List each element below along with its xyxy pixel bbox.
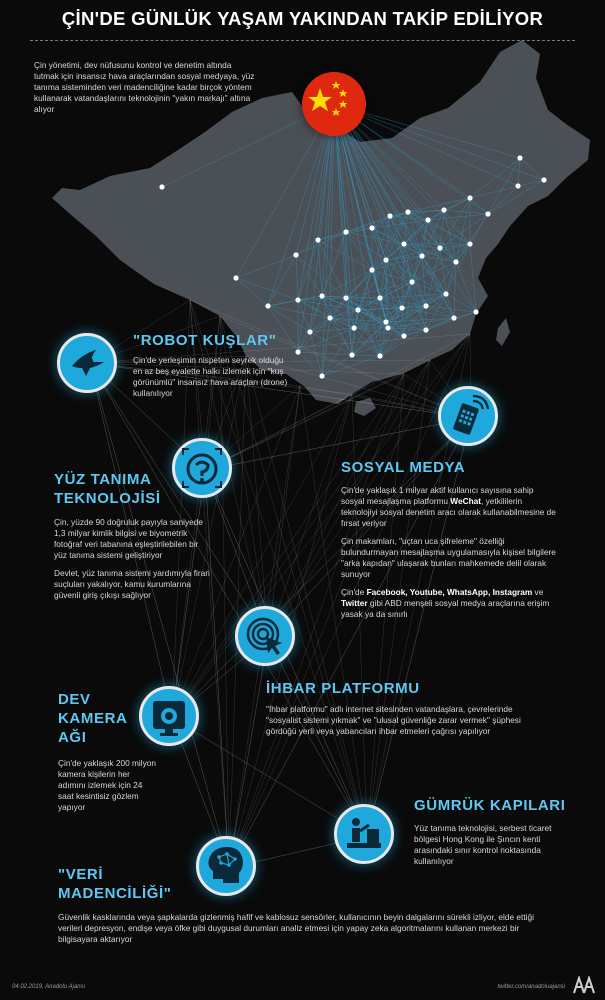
web-line [268, 386, 300, 638]
city-dot [307, 329, 312, 334]
city-dot [467, 195, 472, 200]
city-dot [405, 209, 410, 214]
robot-birds-badge [57, 333, 117, 393]
city-dot [401, 241, 406, 246]
city-dot [385, 325, 390, 330]
city-dot [377, 353, 382, 358]
brain-head-icon [199, 839, 253, 893]
border-gate-icon [337, 807, 391, 861]
city-dot [401, 333, 406, 338]
city-dot [441, 207, 446, 212]
web-line [268, 394, 352, 638]
customs-gates-badge [334, 804, 394, 864]
page-title: ÇİN'DE GÜNLÜK YAŞAM YAKINDAN TAKİP EDİLİYOR [61, 8, 544, 29]
city-dot [343, 295, 348, 300]
social-media-heading: SOSYAL MEDYA [341, 459, 466, 476]
footer-site: twitter.com/anadoluajansi [497, 984, 565, 990]
data-mining-text: Güvenlik kasklarında veya şapkalarda gizlenmiş hafif ve kablosuz sensörler, kullanıcının beyin dalgalarını sürekli izliyor, elde ettiği verileri depresyon, endişe veya öfke gibi duygusal durumları analiz etmesi için yapay zeka algoritmalarını kullanan merkezi bir bilgisayara aktarıyor [58, 912, 534, 944]
robot-birds-text: Çin'de yerleşimin nispeten seyrek olduğu en az beş eyalette halkı izlemek için "kuş görünümlü" insansız hava araçları (drone) kullanılıyor [133, 355, 288, 398]
camera-network-badge [139, 686, 199, 746]
city-dot [327, 315, 332, 320]
city-dot [515, 183, 520, 188]
city-dot [443, 291, 448, 296]
face-recognition-badge [172, 438, 232, 498]
taiwan-island [496, 318, 510, 346]
city-dot [451, 315, 456, 320]
data-mining-badge [196, 836, 256, 896]
face-scan-icon [175, 441, 229, 495]
customs-gates-text: Yüz tanıma teknolojisi, serbest ticaret bölgesi Hong Kong ile Şıncın kenti arasındaki sınır kontrol noktasında kullanılıyor [414, 823, 552, 866]
city-dot [159, 184, 164, 189]
robot-birds-heading: "ROBOT KUŞLAR" [133, 332, 277, 349]
city-dot [419, 253, 424, 258]
city-dot [383, 257, 388, 262]
city-dot [295, 349, 300, 354]
report-platform-heading: İHBAR PLATFORMU [266, 680, 420, 697]
title-divider [30, 40, 575, 41]
city-dot [349, 352, 354, 357]
target-cursor-icon [238, 609, 292, 663]
anadolu-logo-icon [573, 976, 595, 994]
city-dot [343, 229, 348, 234]
intro-text: Çin yönetimi, dev nüfusunu kontrol ve denetim altında tutmak için insansız hava araçlarından sosyal medyaya, yüz tanıma sisteminden veri madenciliğine kadar birçok yöntem kullanarak vatandaşlarını teknolojinin "yakın markajı" altına alıyor [34, 60, 255, 114]
web-line [367, 418, 471, 836]
city-dot [423, 327, 428, 332]
report-platform-badge [235, 606, 295, 666]
city-dot [453, 259, 458, 264]
social-media-text: Çin'de yaklaşık 1 milyar aktif kullanıcı sayısına sahip sosyal mesajlaşma platformu WeChat, yetkililerin teknolojiyi sosyal denetim aracı olarak kullanabilmesine de fırsat veriyor Çin makamları, "uçtan uca şifreleme" özelliği bulundurmayan mesajlaşma uygulamasıyla kişisel bilgilere "arka kapıdan" ulaşarak bunları mahkemede delil olarak sunuyor Çin'de Facebook, Youtube, WhatsApp, Instagram ve Twitter gibi ABD menşeli sosyal medya araçlarına erişim yasak ya da sınırlı [341, 485, 556, 619]
city-dot [293, 252, 298, 257]
flag-stars-icon [302, 72, 366, 136]
city-dot [541, 177, 546, 182]
city-dot [423, 303, 428, 308]
city-dot [409, 279, 414, 284]
hainan-island [354, 398, 376, 416]
city-dot [437, 245, 442, 250]
web-line [229, 638, 268, 868]
city-dot [369, 267, 374, 272]
city-dot [319, 373, 324, 378]
phone-signal-icon [441, 389, 495, 443]
footer-date: 04.02.2019, Anadolu Ajansı [12, 984, 86, 990]
face-recognition-heading: YÜZ TANIMA TEKNOLOJİSİ [54, 471, 161, 507]
camera-network-text: Çin'de yaklaşık 200 milyon kamera kişilerin her adımını izlemek için 24 saat kesintisiz gözlem yapıyor [58, 758, 156, 812]
city-dot [383, 319, 388, 324]
city-dot [517, 155, 522, 160]
social-media-badge [438, 386, 498, 446]
city-dot [315, 237, 320, 242]
city-dot [377, 295, 382, 300]
report-platform-text: "İhbar platformu" adlı internet sitesinden vatandaşlara, çevrelerinde "sosyalist sistemi yıkmak" ve "ulusal güvenliğe zarar vermek" şüphesi gördüğü yerli veya yabancıları ihbar etmeleri çağrısı yapılıyor [266, 704, 521, 736]
camera-icon [142, 689, 196, 743]
data-mining-heading: "VERİ MADENCİLİĞİ" [58, 866, 172, 902]
china-flag [302, 72, 366, 136]
city-dot [399, 305, 404, 310]
bird-drone-icon [60, 336, 114, 390]
city-dot [425, 217, 430, 222]
face-recognition-text: Çin, yüzde 90 doğruluk payıyla saniyede 1,3 milyar kimlik bilgisi ve biyometrik fotoğraf veri tabanına eşleştirilebilen bir yüz tanıma sistemi geliştiriyor Devlet, yüz tanıma sistemi yardımıyla firari suçluları yakalıyor, kamu kurumlarına güvenli giriş çıkışı sağlıyor [54, 517, 210, 600]
city-dot [473, 309, 478, 314]
city-dot [319, 293, 324, 298]
city-dot [485, 211, 490, 216]
city-dot [369, 225, 374, 230]
city-dot [265, 303, 270, 308]
customs-gates-heading: GÜMRÜK KAPILARI [414, 797, 566, 814]
city-dot [467, 241, 472, 246]
city-dot [387, 213, 392, 218]
camera-network-heading: DEV KAMERA AĞI [58, 691, 128, 746]
city-dot [233, 275, 238, 280]
city-dot [351, 325, 356, 330]
city-dot [295, 297, 300, 302]
city-dot [355, 307, 360, 312]
